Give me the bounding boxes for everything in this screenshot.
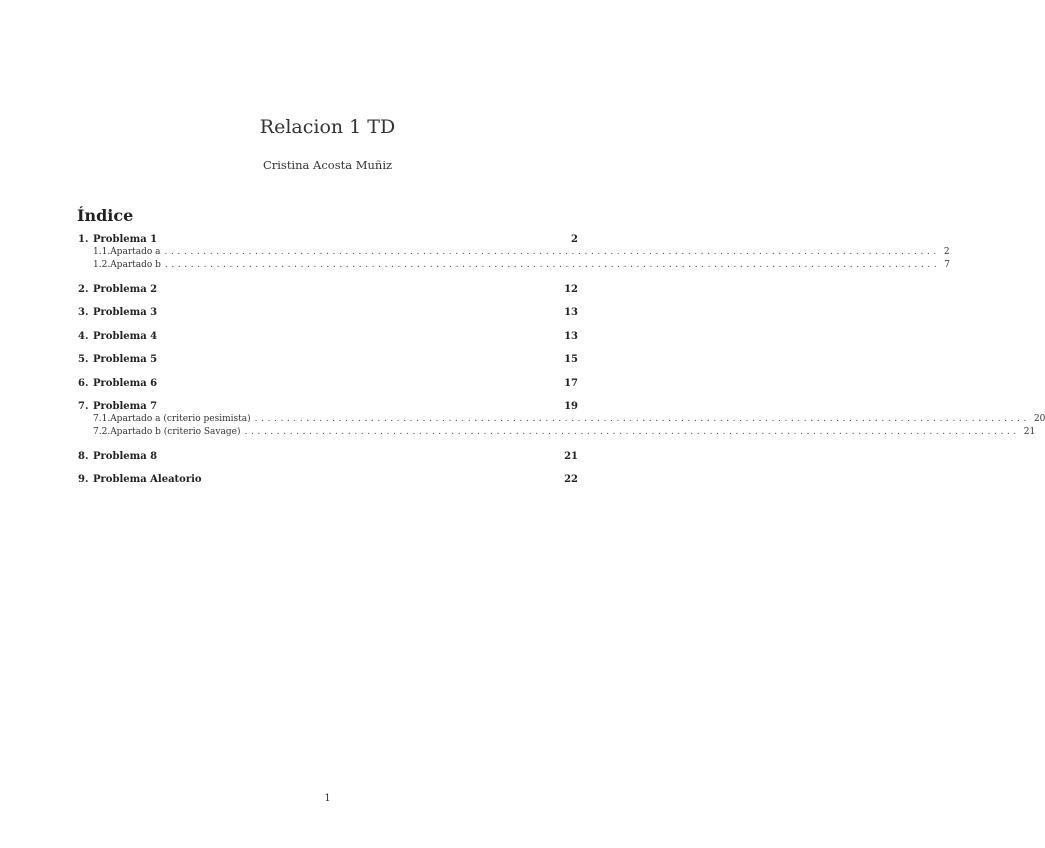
toc-section-num: 4. [78, 330, 89, 342]
toc-section-label: Problema 4 [93, 330, 158, 342]
toc-subsection-page: 20 [1033, 414, 1045, 424]
toc-gap [78, 297, 578, 308]
toc-section-label: Problema 7 [93, 401, 158, 412]
toc-gap [78, 344, 578, 355]
toc-section-num: 7. [78, 401, 89, 412]
toc-subsection-page: 2 [943, 247, 950, 257]
table-of-contents [78, 234, 1045, 487]
toc-section-num: 5. [78, 354, 89, 365]
toc-section-num: 2. [78, 283, 89, 295]
toc-subsection-page: 7 [944, 260, 950, 270]
toc-section-entry[interactable] [78, 474, 578, 487]
toc-section-entry[interactable] [78, 378, 578, 391]
toc-section-num: 8. [78, 450, 89, 462]
toc-subsection-entry[interactable] [78, 427, 1036, 440]
toc-leader-dots: ........................................................................................................................ [164, 260, 941, 270]
toc-subsection-entry[interactable] [78, 260, 950, 273]
toc-heading: Índice [77, 206, 134, 225]
toc-section-num: 3. [78, 307, 89, 318]
toc-section-page: 22 [564, 474, 578, 485]
toc-section-entry[interactable] [78, 307, 578, 320]
toc-section-entry[interactable] [78, 284, 578, 297]
toc-section-num: 6. [78, 377, 89, 389]
toc-gap [78, 464, 578, 475]
toc-subsection-num: 1.2. [93, 260, 111, 270]
toc-section-label: Problema 2 [93, 283, 158, 295]
toc-subsection-entry[interactable] [78, 414, 1045, 427]
toc-section-label: Problema 6 [93, 377, 158, 389]
toc-gap [78, 440, 578, 451]
toc-section-label: Problema 8 [93, 450, 158, 462]
toc-gap [78, 367, 578, 378]
toc-leader-dots: ........................................................................................................................ [244, 427, 1020, 437]
toc-section-label: Problema 3 [93, 307, 158, 318]
toc-subsection-num: 7.1. [93, 414, 111, 424]
toc-section-page: 13 [564, 307, 578, 318]
toc-subsection-label: Apartado b (criterio Savage) [110, 427, 241, 437]
toc-section-page: 12 [564, 283, 578, 295]
toc-section-page: 13 [564, 330, 578, 342]
toc-subsection-label: Apartado a [110, 247, 161, 257]
toc-section-entry[interactable] [78, 354, 578, 367]
toc-gap [78, 273, 578, 284]
toc-gap [78, 320, 578, 331]
toc-section-num: 9. [78, 474, 89, 485]
page-number: 1 [324, 793, 331, 804]
toc-section-page: 21 [564, 450, 578, 462]
document-title: Relacion 1 TD [259, 116, 396, 138]
toc-section-entry[interactable] [78, 451, 578, 464]
toc-subsection-entry[interactable] [78, 247, 950, 260]
document-author: Cristina Acosta Muñiz [262, 158, 393, 172]
toc-leader-dots: ........................................................................................................................ [254, 414, 1030, 424]
toc-subsection-label: Apartado b [110, 260, 161, 270]
toc-section-page: 15 [564, 354, 578, 365]
toc-section-label: Problema Aleatorio [93, 474, 202, 485]
toc-section-page: 2 [571, 234, 578, 245]
toc-section-label: Problema 1 [93, 234, 158, 245]
toc-section-page: 19 [564, 401, 578, 412]
toc-gap [78, 391, 578, 402]
toc-section-entry[interactable] [78, 331, 578, 344]
toc-subsection-page: 21 [1023, 427, 1036, 437]
toc-subsection-label: Apartado a (criterio pesimista) [110, 414, 251, 424]
toc-section-page: 17 [564, 377, 578, 389]
toc-section-num: 1. [78, 234, 89, 245]
toc-section-entry[interactable] [78, 401, 578, 414]
toc-section-entry[interactable] [78, 234, 578, 247]
toc-section-label: Problema 5 [93, 354, 158, 365]
toc-leader-dots: ........................................................................................................................ [164, 247, 940, 257]
toc-subsection-num: 1.1. [93, 247, 111, 257]
toc-subsection-num: 7.2. [93, 427, 111, 437]
